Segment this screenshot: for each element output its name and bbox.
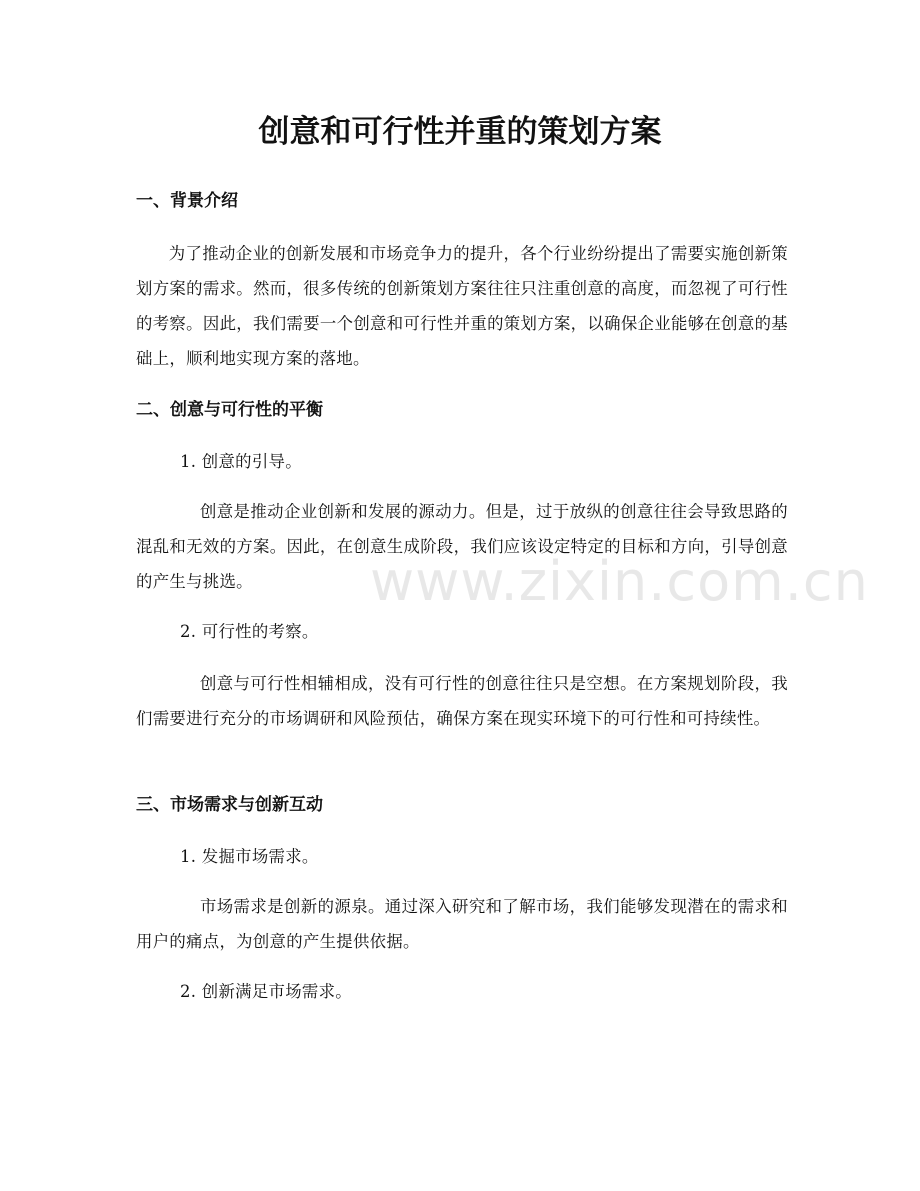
feasibility-paragraph: 创意与可行性相辅相成，没有可行性的创意往往只是空想。在方案规划阶段，我们需要进行充分的市场调研和风险预估，确保方案在现实环境下的可行性和可持续性。	[136, 674, 788, 728]
list-item-market-demand: 1. 发掘市场需求。	[180, 847, 319, 866]
section-heading-background: 一、背景介绍	[136, 191, 238, 211]
document-title: 创意和可行性并重的策划方案	[258, 114, 662, 150]
background-paragraph: 为了推动企业的创新发展和市场竞争力的提升，各个行业纷纷提出了需要实施创新策划方案的需求。然而，很多传统的创新策划方案往往只注重创意的高度，而忽视了可行性的考察。因此，我们需要一个创意和可行性并重的策划方案，以确保企业能够在创意的基础上，顺利地实现方案的落地。	[136, 244, 788, 368]
section-heading-balance: 二、创意与可行性的平衡	[136, 400, 323, 420]
section-heading-market: 三、市场需求与创新互动	[136, 795, 323, 815]
market-demand-paragraph: 市场需求是创新的源泉。通过深入研究和了解市场，我们能够发现潜在的需求和用户的痛点，为创意的产生提供依据。	[136, 897, 788, 951]
creative-guidance-paragraph: 创意是推动企业创新和发展的源动力。但是，过于放纵的创意往往会导致思路的混乱和无效的方案。因此，在创意生成阶段，我们应该设定特定的目标和方向，引导创意的产生与挑选。	[136, 502, 788, 591]
list-item-feasibility: 2. 可行性的考察。	[180, 622, 319, 641]
watermark: www.zixin.com.cn	[370, 550, 869, 613]
list-item-creative-guidance: 1. 创意的引导。	[180, 452, 302, 471]
list-item-innovation-meets-demand: 2. 创新满足市场需求。	[180, 982, 352, 1001]
